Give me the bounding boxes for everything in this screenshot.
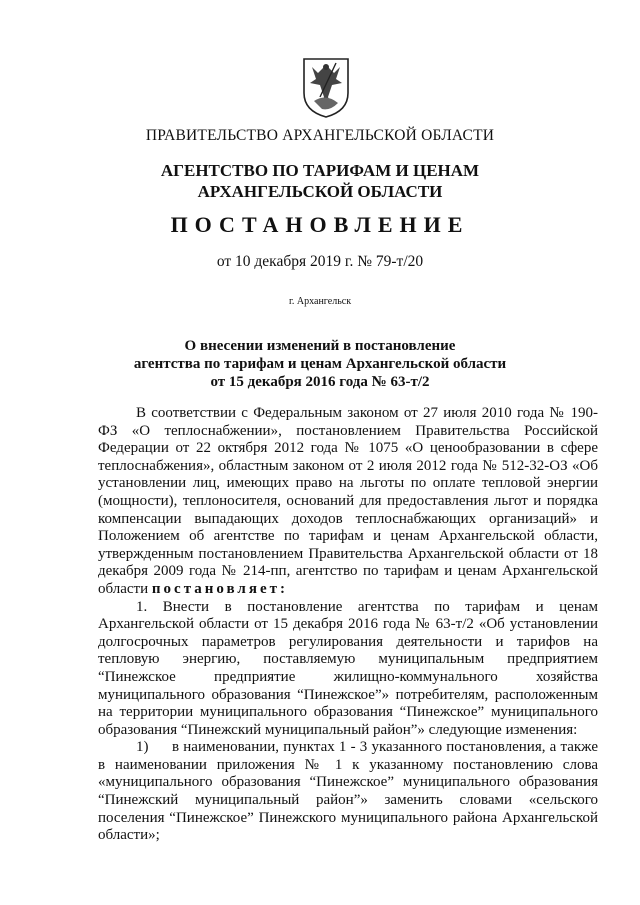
agency-title (0, 160, 640, 202)
subitem-1-number: 1) (136, 739, 149, 756)
subject-line3: от 15 декабря 2016 года № 63-т/2 (210, 374, 430, 390)
document-body (98, 405, 598, 845)
preamble-paragraph (98, 405, 598, 599)
government-title: ПРАВИТЕЛЬСТВО АРХАНГЕЛЬСКОЙ ОБЛАСТИ (145, 127, 495, 144)
subject-line1: О внесении изменений в постановление (184, 338, 456, 354)
resolves-word: постановляет: (151, 580, 288, 597)
agency-title-line2: АРХАНГЕЛЬСКОЙ ОБЛАСТИ (197, 182, 443, 201)
subject-line2: агентства по тарифам и ценам Архангельской области (133, 356, 507, 372)
document-subject (0, 337, 640, 391)
item-1-paragraph: 1. Внести в постановление агентства по тарифам и ценам Архангельской области от 15 декабря 2016 года № 63-т/2 «Об установлении долгосрочных параметров регулирования деятельности и тарифов на тепловую энергию, поставляемую муниципальным предприятием “Пинежское предприятие жилищно-коммунального хозяйства муниципального образования “Пинежское”» потребителям, расположенным на территории муниципального образования “Пинежское” муниципального образования “Пинежский муниципальный район”» следующие изменения: (98, 598, 598, 738)
arkhangelsk-coat-of-arms-icon (300, 53, 352, 119)
document-city: г. Архангельск (288, 296, 352, 307)
document-type-heading: ПОСТАНОВЛЕНИЕ (170, 212, 470, 237)
subitem-1-text: в наименовании, пунктах 1 - 3 указанного постановления, а также в наименовании приложения № 1 к указанному постановлению слова «муниципального образования “Пинежское” муниципального образования “Пинежский муниципальный район”» заменить словами «сельского поселения “Пинежское” Пинежского муниципального района Архангельской области»; (98, 739, 598, 844)
subitem-1-paragraph (98, 739, 598, 845)
document-date-number: от 10 декабря 2019 г. № 79-т/20 (216, 253, 424, 270)
agency-title-line1: АГЕНТСТВО ПО ТАРИФАМ И ЦЕНАМ (160, 161, 480, 180)
preamble-text: В соответствии с Федеральным законом от 27 июля 2010 года № 190-ФЗ «О теплоснабжении», постановлением Правительства Российской Федерации от 22 октября 2012 года № 1075 «О ценообразовании в сфере теплоснабжения», областным законом от 2 июля 2012 года № 512-32-ОЗ «Об установлении лиц, имеющих право на льготы по оплате тепловой энергии (мощности), теплоносителя, оснований для предоставления льгот и порядка компенсации выпадающих доходов теплоснабжающих организаций» и Положением об агентстве по тарифам и ценам Архангельской области, утвержденным постановлением Правительства Архангельской области от 18 декабря 2009 года № 214-пп, агентство по тарифам и ценам Архангельской области (98, 405, 598, 597)
